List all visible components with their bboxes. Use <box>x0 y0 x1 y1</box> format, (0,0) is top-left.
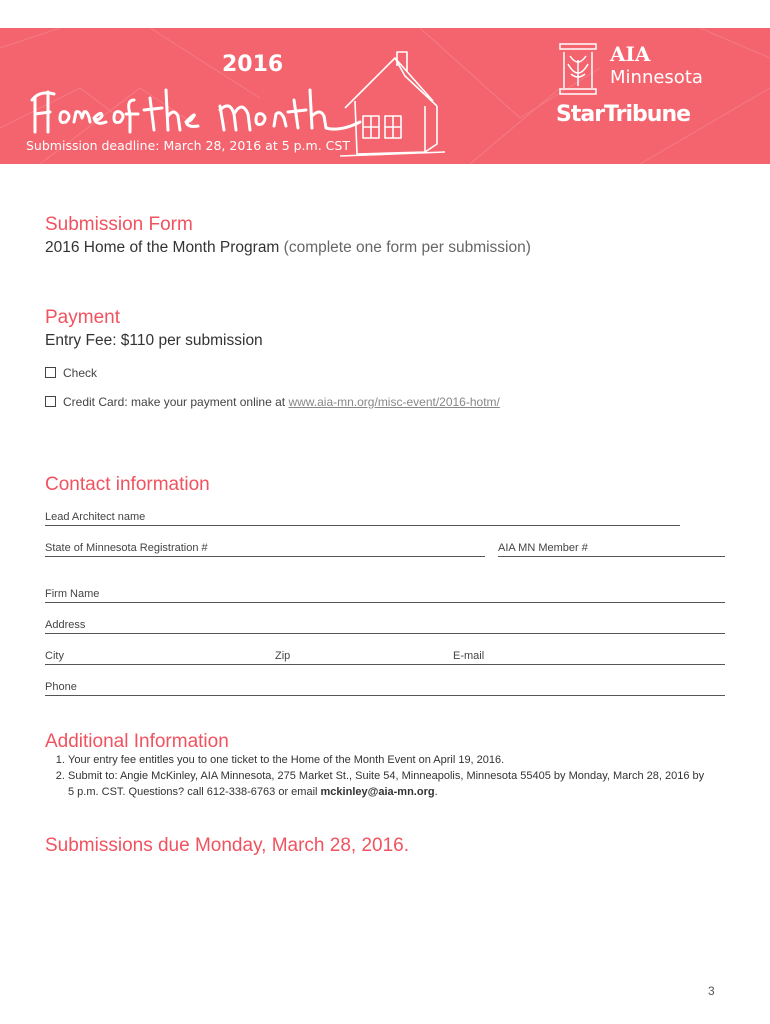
info-item-2-text: Submit to: Angie McKinley, AIA Minnesota, 275 Market St., Suite 54, Minneapolis, Minnesota 55405 by Monday, March 28, 2016 by 5 p.m. CST. Questions? call 612-338-6763 or email <box>68 770 705 798</box>
city-label: City <box>45 650 64 662</box>
firm-name-field[interactable] <box>45 588 725 603</box>
aia-eagle-logo-icon <box>558 42 598 96</box>
option-check[interactable] <box>45 366 97 380</box>
address-field[interactable] <box>45 619 725 634</box>
registration-field[interactable] <box>45 542 485 557</box>
option-credit-card[interactable] <box>45 395 500 409</box>
zip-field[interactable] <box>275 650 453 665</box>
payment-heading: Payment <box>45 307 120 328</box>
phone-field[interactable] <box>45 681 725 696</box>
credit-card-checkbox[interactable] <box>45 396 56 407</box>
page-number: 3 <box>708 984 715 998</box>
additional-info-heading: Additional Information <box>45 731 229 752</box>
aia-wordmark: AIA <box>610 42 651 66</box>
entry-fee: Entry Fee: $110 per submission <box>45 332 263 349</box>
info-item-2 <box>68 768 705 800</box>
option-check-label: Check <box>63 366 98 380</box>
check-checkbox[interactable] <box>45 367 56 378</box>
lead-architect-field[interactable] <box>45 511 680 526</box>
submission-deadline: Submission deadline: March 28, 2016 at 5 p.m. CST <box>26 138 350 153</box>
contact-heading: Contact information <box>45 474 210 495</box>
info-item-2-end: . <box>434 786 438 798</box>
firm-name-label: Firm Name <box>45 588 100 600</box>
address-label: Address <box>45 619 86 631</box>
house-sketch-icon <box>335 46 450 164</box>
banner-year: 2016 <box>222 52 284 77</box>
payment-link[interactable]: www.aia-mn.org/misc-event/2016-hotm/ <box>288 395 500 409</box>
startribune-logo: StarTribune <box>556 102 691 127</box>
contact-email-link[interactable]: mckinley@aia-mn.org <box>320 786 435 798</box>
lead-architect-label: Lead Architect name <box>45 511 146 523</box>
submissions-due-notice: Submissions due Monday, March 28, 2016. <box>45 835 410 856</box>
phone-label: Phone <box>45 681 77 693</box>
info-item-1: 1. Your entry fee entitles you to one ticket to the Home of the Month Event on April 19, 2016. <box>68 752 705 768</box>
additional-info-list <box>45 752 705 800</box>
program-note: (complete one form per submission) <box>283 239 531 256</box>
submission-subtitle <box>45 239 531 257</box>
city-field[interactable] <box>45 650 275 665</box>
program-name: 2016 Home of the Month Program <box>45 239 280 256</box>
minnesota-wordmark: Minnesota <box>610 67 703 88</box>
header-banner <box>0 28 770 164</box>
option-card-label: Credit Card: make your payment online at <box>63 395 286 409</box>
home-of-the-month-logo <box>30 70 370 140</box>
email-field[interactable] <box>453 650 725 665</box>
member-label: AIA MN Member # <box>498 542 588 554</box>
registration-label: State of Minnesota Registration # <box>45 542 208 554</box>
submission-form-heading: Submission Form <box>45 214 193 235</box>
zip-label: Zip <box>275 650 291 662</box>
email-label: E-mail <box>453 650 485 662</box>
member-field[interactable] <box>498 542 725 557</box>
